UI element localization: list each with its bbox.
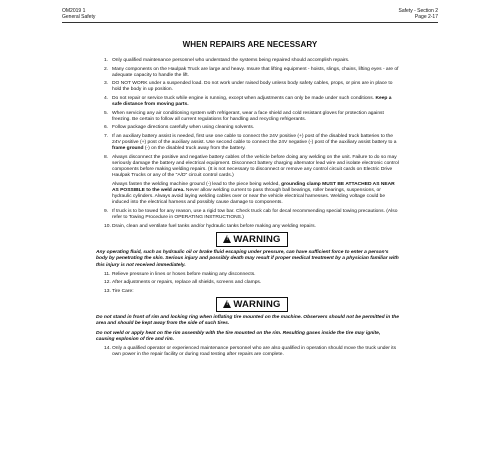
list-item bbox=[104, 67, 400, 79]
header-left bbox=[62, 8, 95, 20]
item-text: Tire Care: bbox=[112, 288, 134, 294]
list-item bbox=[104, 346, 400, 358]
document-body bbox=[96, 58, 400, 361]
item-text: If truck is to be towed for any reason, use a rigid tow bar. Check truck cab for decal recommending special towing precautions. (Also refer to Towing Procedure in OPERATING INSTRUCTIONS.) bbox=[112, 208, 398, 221]
item-number: 7. bbox=[104, 133, 109, 139]
weld-bold: grounding clamp MUST BE ATTACHED AS NEAR AS POSSIBLE to the weld area. bbox=[112, 181, 395, 194]
list-item bbox=[104, 224, 400, 230]
item-number: 13. bbox=[104, 288, 111, 294]
item-text: Follow package directions carefully when using cleaning solvents. bbox=[112, 125, 255, 131]
warning-triangle-icon: ! bbox=[223, 300, 231, 308]
item-text: When servicing any air conditioning system with refrigerant, wear a face shield and cold resistant gloves for protection against freezing. Be certain to follow all current regulations for handling and recycling refrigerants. bbox=[112, 110, 384, 122]
repair-list-1 bbox=[104, 58, 400, 180]
item-text: After adjustments or repairs, replace all shields, screens and clamps. bbox=[112, 280, 262, 286]
item-text: Do not repair or service truck while engine is running, except when adjustments can only be made under such conditions. bbox=[112, 95, 376, 101]
item-number: 6. bbox=[104, 125, 109, 131]
item-number: 3. bbox=[104, 81, 109, 87]
header-rule bbox=[62, 22, 438, 23]
item-text: Many components on the Haulpak Truck are large and heavy. Insure that lifting equipment - hoists, slings, chains, lifting eyes - are of adequate capacity to handle the lift. bbox=[112, 66, 399, 78]
list-item bbox=[104, 272, 400, 278]
item-bold-text: frame ground bbox=[112, 146, 144, 152]
list-item bbox=[104, 125, 400, 131]
item-text: Only a qualified operator or experienced maintenance personnel who are also qualified in operation should move the truck under its own power in the repair facility or during road testing after repairs are complete. bbox=[112, 346, 397, 358]
item-number: 8. bbox=[104, 154, 109, 160]
list-item bbox=[104, 134, 400, 153]
repair-list-2 bbox=[104, 209, 400, 230]
warning-text-2a: Do not stand in front of rim and locking ring when inflating tire mounted on the machine. Observers should not be permitted in the area and should be kept away from the side of such tires. bbox=[96, 315, 399, 327]
section-name: General Safety bbox=[62, 14, 96, 20]
doc-id: OM2019 1 bbox=[62, 8, 86, 14]
section-title: Safety - Section 2 bbox=[398, 8, 438, 14]
list-item bbox=[104, 280, 400, 286]
list-item bbox=[104, 209, 400, 221]
list-item bbox=[104, 111, 400, 123]
item-bold-text: Keep a safe distance from moving parts. bbox=[112, 95, 392, 108]
warning-box-1 bbox=[216, 232, 288, 247]
weld-text: Always fasten the welding machine ground (-) lead to the piece being welded, bbox=[112, 181, 282, 187]
list-item bbox=[104, 96, 400, 108]
item-text: DO NOT WORK under a suspended load. Do not work under raised body unless body safety cables, props, or pins are in place to hold the body in up position. bbox=[112, 81, 393, 93]
item-text: Relieve pressure in lines or hoses before making any disconnects. bbox=[112, 271, 256, 277]
item-tail-text: (-) on the disabled truck away from the battery. bbox=[143, 146, 246, 152]
repair-list-4 bbox=[104, 346, 400, 358]
page-title: WHEN REPAIRS ARE NECESSARY bbox=[182, 40, 318, 49]
item-number: 11. bbox=[104, 271, 111, 277]
list-item bbox=[104, 289, 400, 295]
warning-box-2 bbox=[216, 297, 288, 312]
warning-text-1: Any operating fluid, such as hydraulic oil or brake fluid escaping under pressure, can have sufficient force to enter a person's body by penetrating the skin. Serious injury and possibly death may result if proper medical treatment by a physician familiar with this injury is not received immediately. bbox=[96, 250, 399, 268]
weld-paragraph bbox=[104, 182, 400, 207]
item-number: 14. bbox=[104, 346, 111, 352]
item-number: 2. bbox=[104, 66, 109, 72]
warning-label: WARNING bbox=[233, 234, 281, 246]
repair-list-3 bbox=[104, 272, 400, 295]
item-number: 1. bbox=[104, 58, 109, 63]
item-text: Only qualified maintenance personnel who understand the systems being repaired should accomplish repairs. bbox=[112, 58, 350, 63]
page-number: Page 2-17 bbox=[414, 14, 438, 20]
weld-tail: Never allow welding current to pass through ball bearings, roller bearings, suspensions, or hydraulic cylinders. Always avoid laying welding cables over or near the vehicle electrical harnesses. Welding voltage could be induced into the electrical harness and possibly cause damage to components. bbox=[112, 188, 386, 206]
list-item bbox=[104, 58, 400, 64]
warning-triangle-icon: ! bbox=[223, 235, 231, 243]
item-number: 4. bbox=[104, 95, 109, 101]
list-item bbox=[104, 155, 400, 180]
item-number: 9. bbox=[104, 208, 109, 214]
warning-text-2b: Do not weld or apply heat on the rim assembly with the tire mounted on the rim. Resulting gases inside the tire may ignite, causing explosion of tire and rim. bbox=[96, 330, 381, 342]
item-text: Always disconnect the positive and negative battery cables of the vehicle before doing any welding on the unit. Failure to do so may seriously damage the battery and electrical equipment. Disconnect battery charging alternator lead wire and isolate electronic control components before making welding repairs. (It is not necessary to disconnect or remove any control circuit cards on Electric Drive Haulpak Trucks or any of the "A/D" circuit control cards.) bbox=[112, 154, 399, 179]
item-text: Drain, clean and ventilate fuel tanks and/or hydraulic tanks before making any welding repairs. bbox=[112, 223, 316, 229]
item-number: 12. bbox=[104, 280, 111, 286]
item-number: 10. bbox=[104, 223, 111, 229]
item-number: 5. bbox=[104, 110, 109, 116]
warning-label: WARNING bbox=[233, 299, 281, 311]
header-right bbox=[399, 8, 438, 20]
item-text: If an auxiliary battery assist is needed, first use one cable to connect the 24V positive (+) post of the disabled truck batteries to the 24V positive (+) post of the auxiliary assist. Use second cable to connect the 24V negative (-) post of the auxiliary assist battery to a bbox=[112, 133, 397, 146]
list-item bbox=[104, 81, 400, 93]
